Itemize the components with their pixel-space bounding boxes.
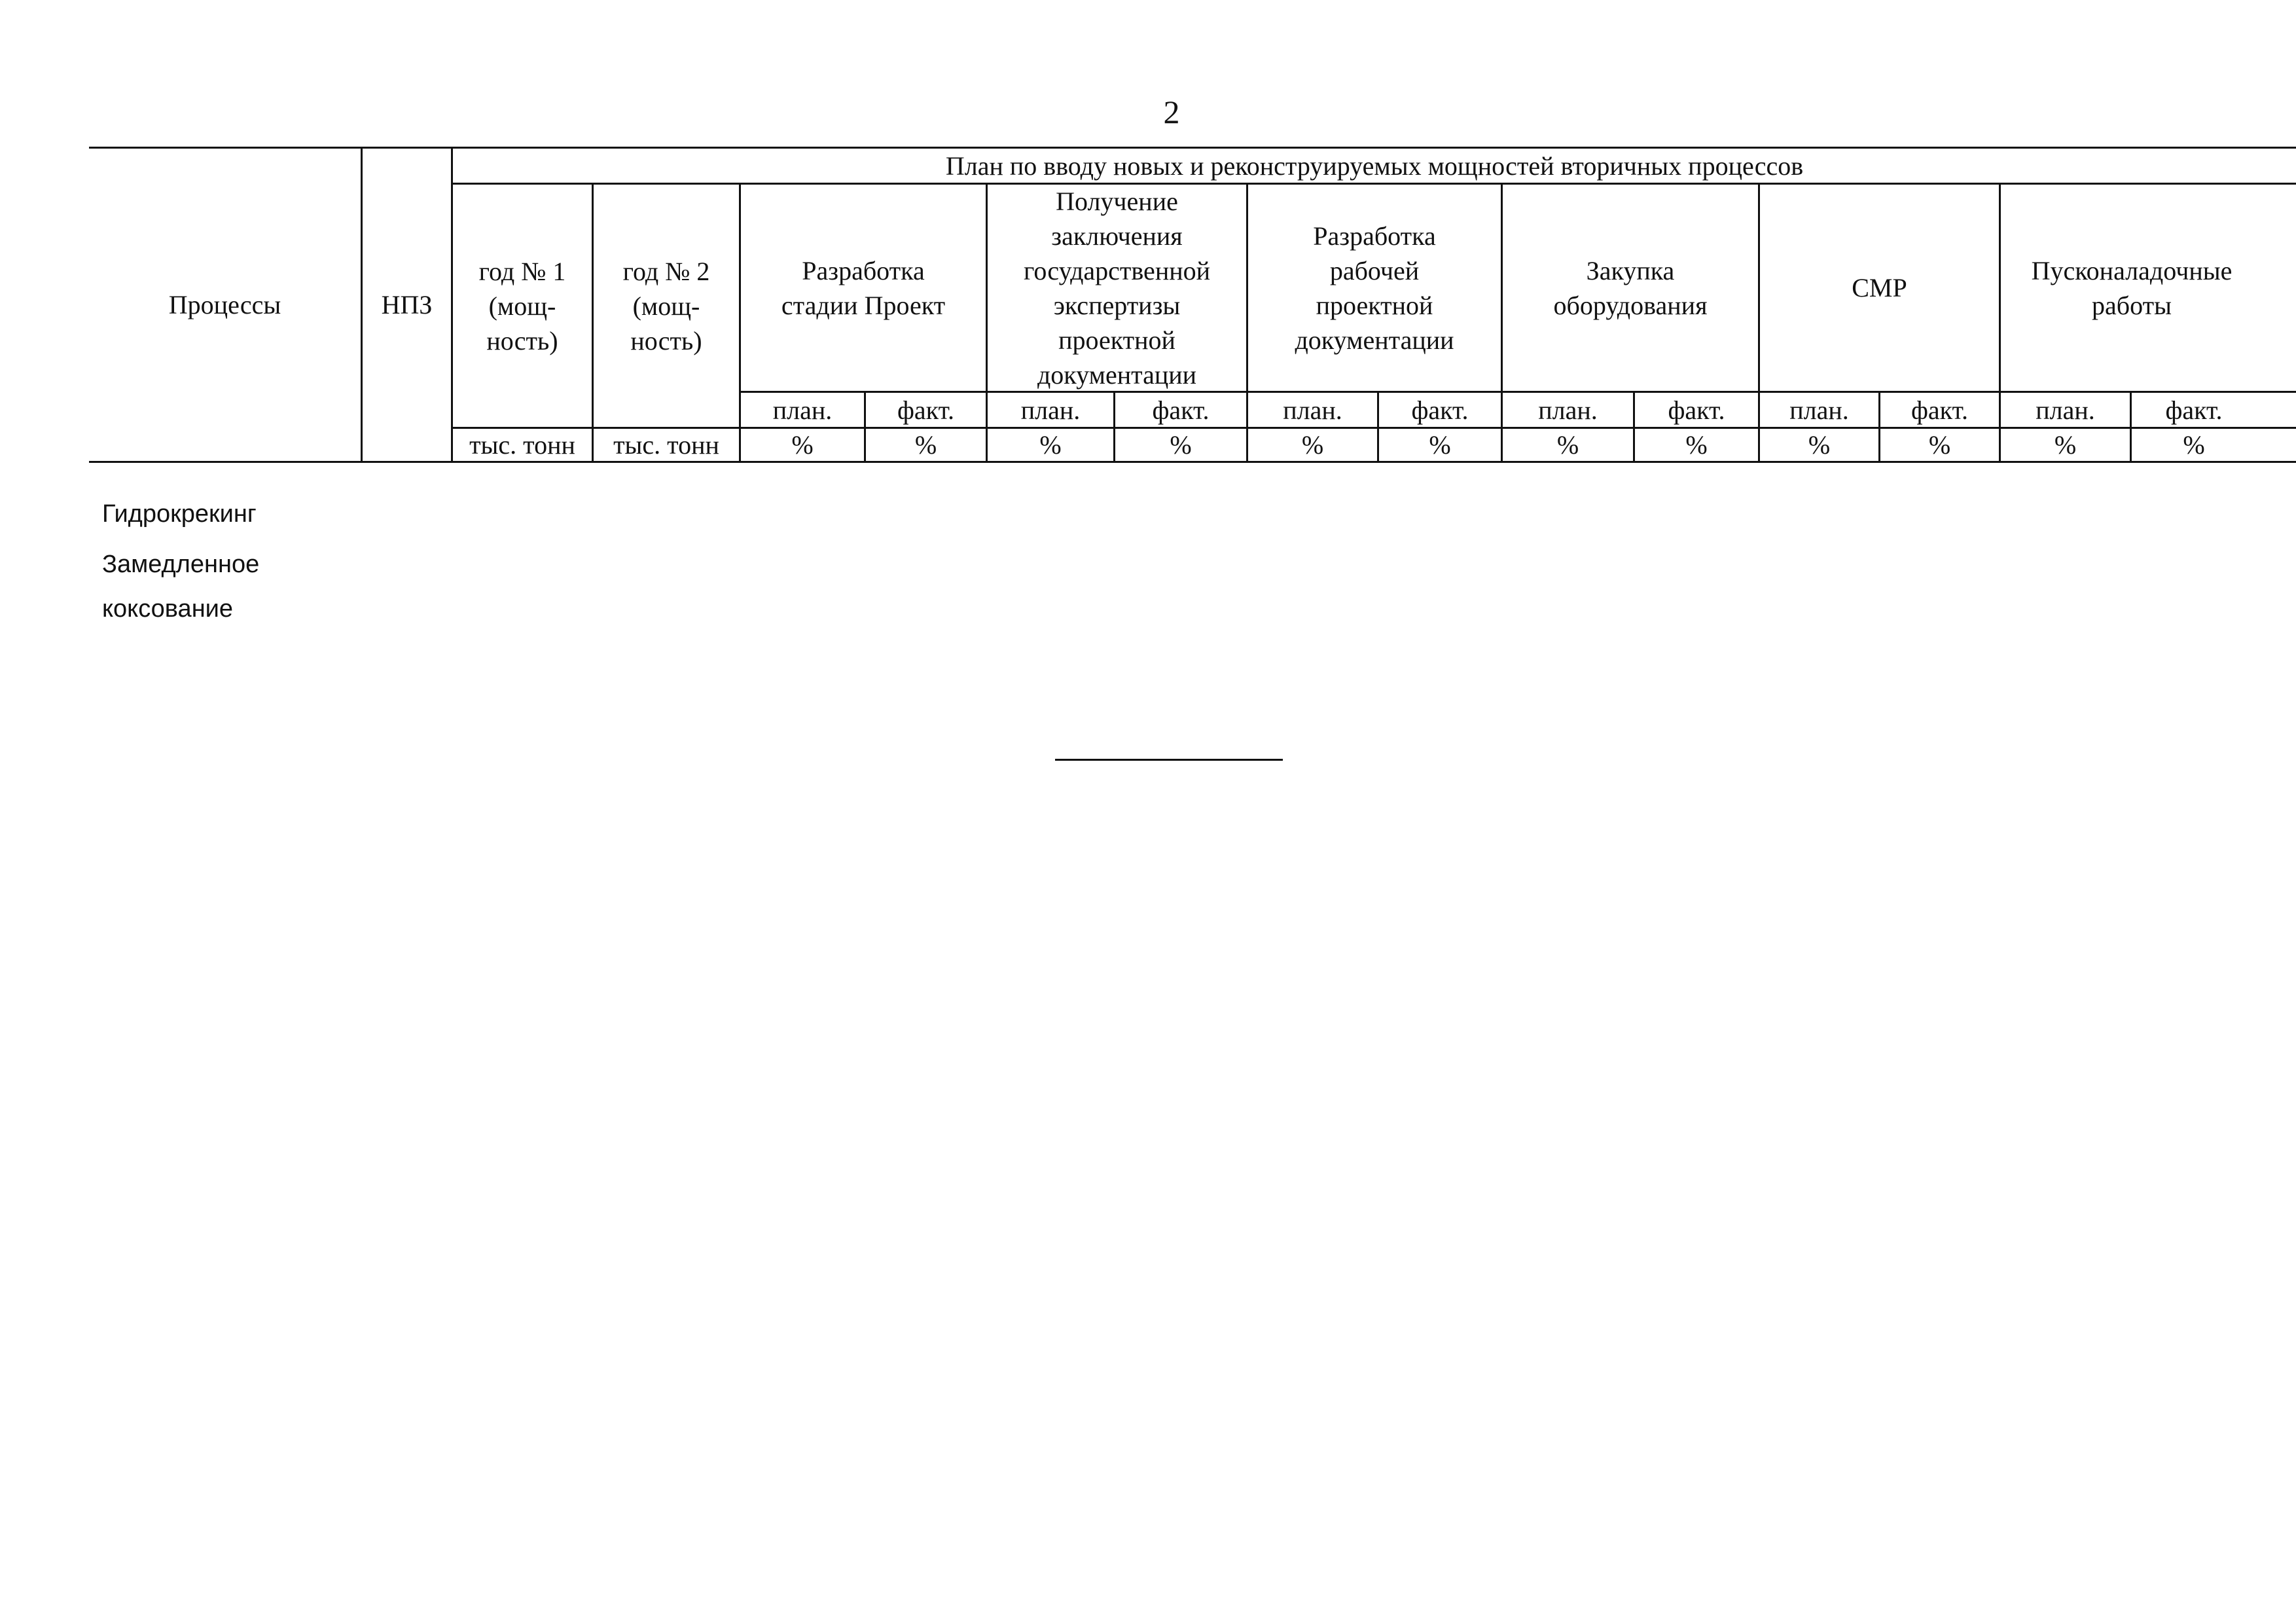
fact-label: факт. (2165, 395, 2223, 425)
header-stage-project: Разработка стадии Проект (781, 255, 946, 320)
fact-unit: % (1429, 430, 1451, 460)
fact-label: факт. (897, 395, 955, 425)
header-refinery: НПЗ (381, 290, 433, 319)
header-stage-procurement: Закупка оборудования (1553, 255, 1708, 320)
unit-year-2: тыс. тонн (613, 430, 719, 460)
header-year-2: год № 2 (мощ- ность) (622, 256, 710, 356)
header-stage-construction: СМР (1852, 273, 1907, 302)
unit-year-1: тыс. тонн (469, 430, 575, 460)
header-stage-working-docs: Разработка рабочей проектной документации (1295, 221, 1454, 355)
fact-unit: % (1685, 430, 1708, 460)
plan-label: план. (772, 395, 833, 425)
fact-label: факт. (1668, 395, 1725, 425)
plan-label: план. (1283, 395, 1342, 425)
plan-unit: % (1039, 430, 1062, 460)
plan-unit: % (1301, 430, 1324, 460)
header-stage-expertise: Получение заключения государственной экспертизы проектной документации (1023, 186, 1211, 390)
fact-unit: % (2183, 430, 2205, 460)
plan-label: план. (1538, 395, 1598, 425)
plan-unit: % (1556, 430, 1579, 460)
page-number: 2 (1163, 94, 1180, 130)
fact-unit: % (1928, 430, 1951, 460)
plan-unit: % (791, 430, 814, 460)
fact-label: факт. (1910, 395, 1969, 425)
header-group-plan: План по вводу новых и реконструируемых мощностей вторичных процессов (945, 151, 1804, 181)
plan-unit: % (2054, 430, 2077, 460)
process-row-hydrocracking: Гидрокрекинг (102, 500, 257, 528)
plan-label: план. (2036, 395, 2095, 425)
fact-unit: % (1170, 430, 1192, 460)
fact-unit: % (914, 430, 937, 460)
fact-label: факт. (1411, 395, 1469, 425)
fact-label: факт. (1152, 395, 1210, 425)
header-stage-commissioning: Пусконаладочные работы (2031, 255, 2233, 320)
closing-rule (1055, 759, 1283, 761)
process-row-delayed-coking: Замедленное коксование (102, 551, 260, 623)
header-year-1: год № 1 (мощ- ность) (478, 256, 566, 356)
plan-unit: % (1808, 430, 1831, 460)
header-processes: Процессы (168, 290, 281, 319)
table-bottom-rule (89, 461, 2296, 463)
plan-label: план. (1789, 395, 1849, 425)
plan-label: план. (1020, 395, 1081, 425)
